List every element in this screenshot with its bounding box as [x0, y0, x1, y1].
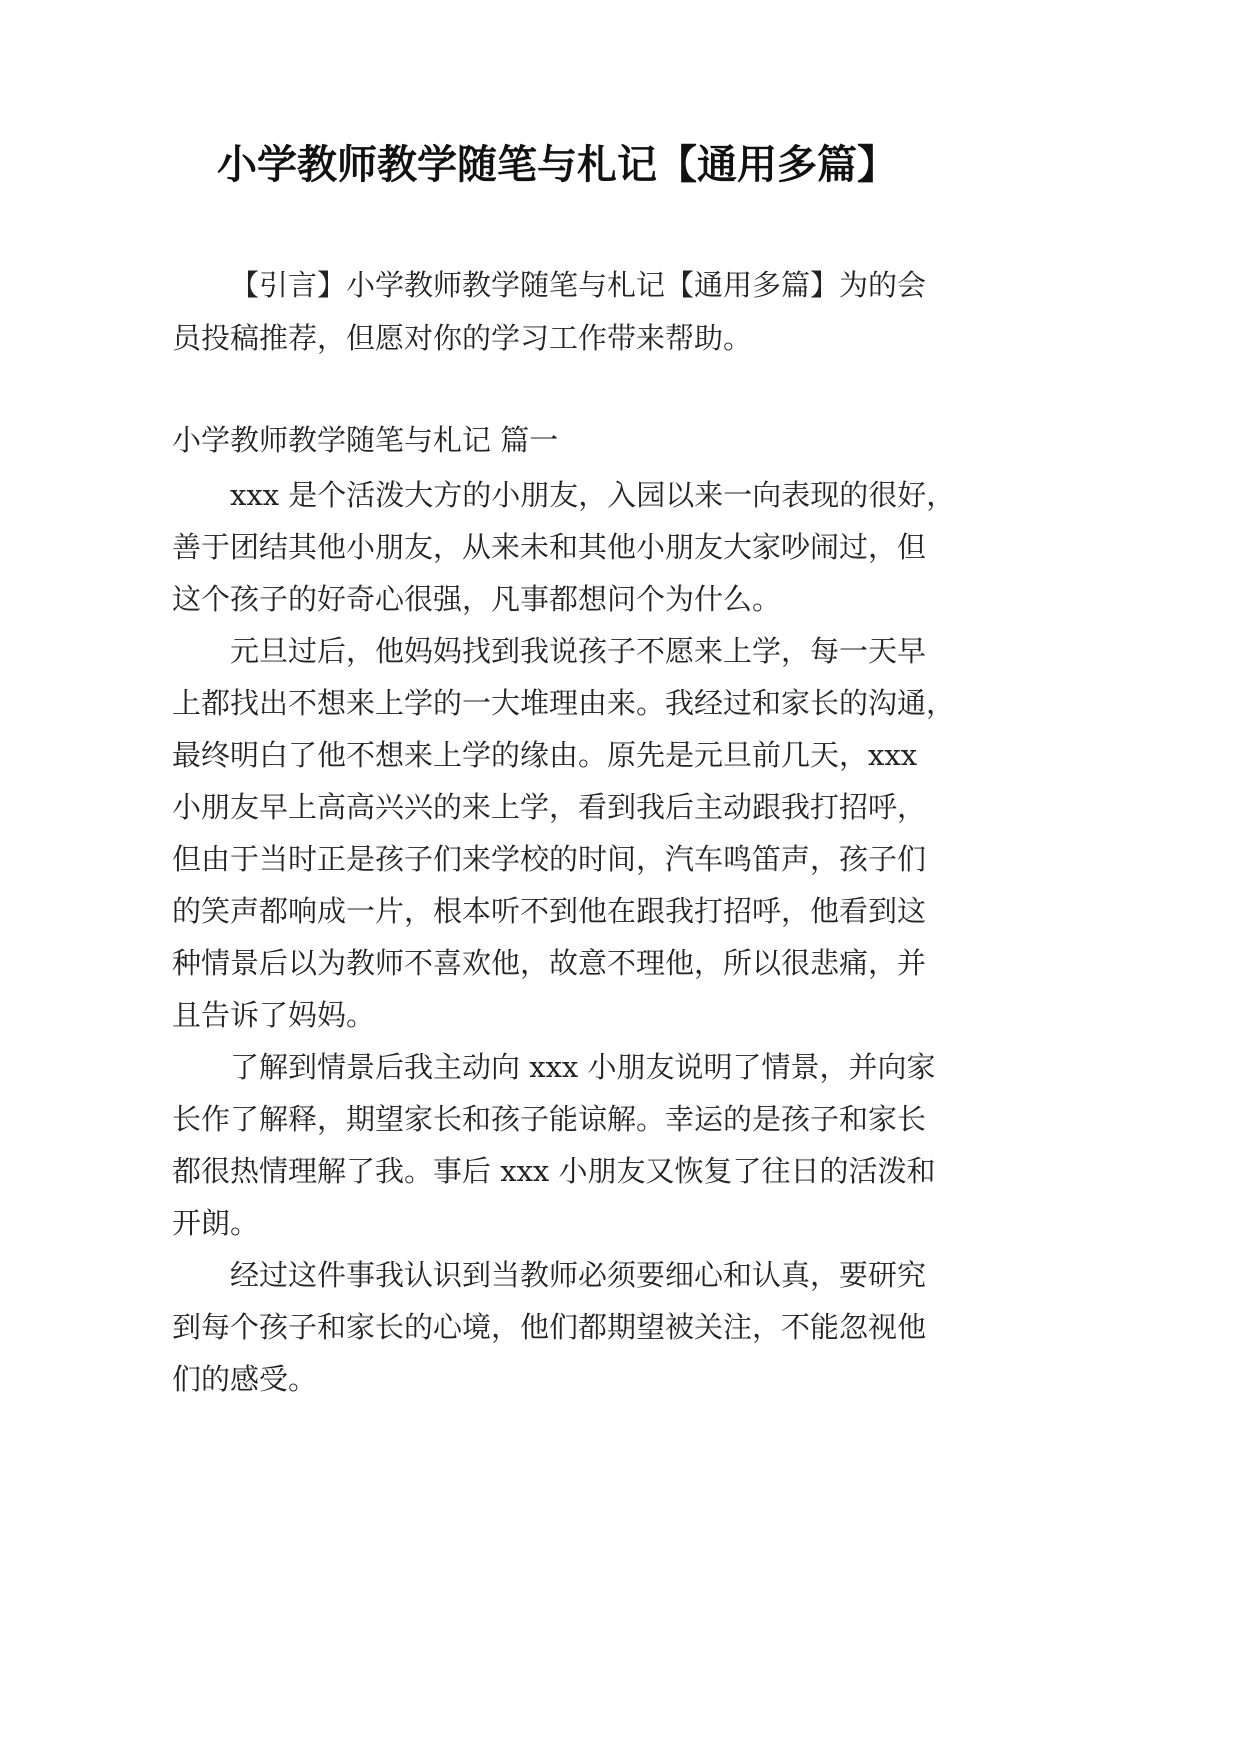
body-paragraph: [172, 1249, 972, 1405]
section-heading-text: 小学教师教学随笔与札记 篇一: [172, 423, 559, 457]
body-paragraph: [172, 1041, 972, 1249]
paragraph-line: 了解到情景后我主动向 xxx 小朋友说明了情景，并向家: [230, 1050, 936, 1084]
paragraph-line: 都很热情理解了我。事后 xxx 小朋友又恢复了往日的活泼和: [172, 1154, 936, 1188]
paragraph-line: 种情景后以为教师不喜欢他，故意不理他，所以很悲痛，并: [172, 946, 927, 980]
paragraph-line: 最终明白了他不想来上学的缘由。原先是元旦前几天，xxx: [172, 738, 918, 772]
paragraph-line: 这个孩子的好奇心很强，凡事都想问个为什么。: [172, 582, 782, 616]
paragraph-line: 善于团结其他小朋友，从来未和其他小朋友大家吵闹过，但: [172, 530, 927, 564]
paragraph-line: 经过这件事我认识到当教师必须要细心和认真，要研究: [230, 1258, 927, 1292]
paragraph-line: 【引言】小学教师教学随笔与札记【通用多篇】为的会: [230, 268, 927, 302]
paragraph-line: 们的感受。: [172, 1362, 318, 1396]
paragraph-line: 开朗。: [172, 1206, 260, 1240]
paragraph-line: 上都找出不想来上学的一大堆理由来。我经过和家长的沟通，: [172, 686, 956, 720]
paragraph-line: 且告诉了妈妈。: [172, 998, 376, 1032]
document-title: 小学教师教学随笔与札记【通用多篇】: [217, 142, 897, 188]
paragraph-line: 员投稿推荐，但愿对你的学习工作带来帮助。: [172, 321, 753, 355]
paragraph-line: 元旦过后，他妈妈找到我说孩子不愿来上学，每一天早: [230, 634, 927, 668]
body-paragraph: [172, 625, 972, 1041]
paragraph-line: xxx 是个活泼大方的小朋友，入园以来一向表现的很好，: [230, 478, 956, 512]
section-heading: [172, 414, 972, 466]
paragraph-line: 但由于当时正是孩子们来学校的时间，汽车鸣笛声，孩子们: [172, 842, 927, 876]
paragraph-line: 的笑声都响成一片，根本听不到他在跟我打招呼，他看到这: [172, 894, 927, 928]
body-text: [172, 469, 972, 1405]
body-paragraph: [172, 469, 972, 625]
paragraph-line: 长作了解释，期望家长和孩子能谅解。幸运的是孩子和家长: [172, 1102, 927, 1136]
paragraph-line: 小朋友早上高高兴兴的来上学，看到我后主动跟我打招呼，: [172, 790, 927, 824]
intro-paragraph: [172, 259, 972, 365]
paragraph-line: 到每个孩子和家长的心境，他们都期望被关注，不能忽视他: [172, 1310, 927, 1344]
